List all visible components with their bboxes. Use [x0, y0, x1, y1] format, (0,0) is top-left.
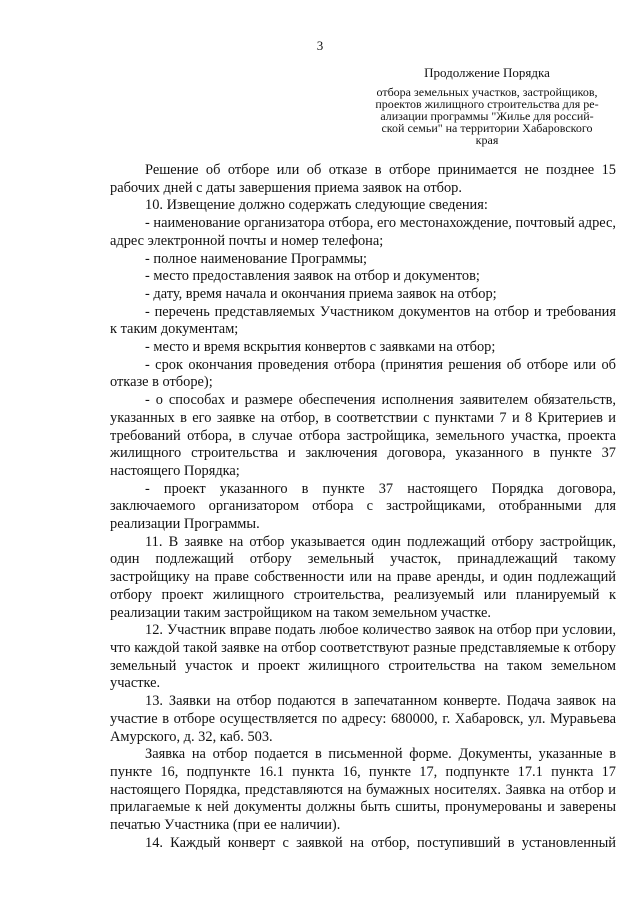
paragraph: 13. Заявки на отбор подаются в запечатанном конверте. Подача заявок на участие в отборе осуществляется по адресу: 680000, г. Хабаровск, ул. Муравьева Амурского, д. 32, каб. 503.: [110, 693, 616, 745]
paragraph: 11. В заявке на отбор указывается один подлежащий отбору застройщик, один подлежащий отбору земельный участок, принадлежащий такому застройщику на праве собственности или на праве аренды, и один подлежащий отбору проект жилищного строительства, реализуемый или планируемый к реализации таким застройщиком на таком земельном участке.: [110, 533, 616, 621]
header-line: ализации программы "Жилье для россий-: [380, 109, 594, 123]
paragraph: - место и время вскрытия конвертов с заявками на отбор;: [145, 339, 496, 356]
document-body: [110, 162, 616, 852]
header-line: отбора земельных участков, застройщиков,: [376, 85, 598, 99]
continuation-header: [372, 66, 602, 146]
header-line: края: [475, 133, 499, 147]
paragraph: - проект указанного в пункте 37 настоящего Порядка договора, заключаемого организатором отбора с застройщиками, отобранными для реализации Программы.: [110, 480, 616, 533]
paragraph: - полное наименование Программы;: [145, 250, 368, 267]
paragraph: - дату, время начала и окончания приема заявок на отбор;: [145, 285, 497, 302]
paragraph: - перечень представляемых Участником документов на отбор и требования к таким документам;: [110, 303, 616, 338]
continuation-title: Продолжение Порядка: [424, 65, 550, 80]
paragraph: 14. Каждый конверт с заявкой на отбор, поступивший в установленный: [145, 834, 616, 851]
paragraph: Заявка на отбор подается в письменной форме. Документы, указанные в пункте 16, подпункте 16.1 пункта 16, пункте 17, подпункте 17.1 пункта 17 настоящего Порядка, представляются на бумажных носителях. Заявка на отбор и прилагаемые к ней документы должны быть сшиты, пронумерованы и заверены печатью Участника (при ее наличии).: [110, 746, 616, 834]
paragraph: 10. Извещение должно содержать следующие сведения:: [145, 197, 488, 214]
header-line: ской семьи" на территории Хабаровского: [381, 121, 593, 135]
page-number: 3: [316, 38, 324, 53]
paragraph: 12. Участник вправе подать любое количество заявок на отбор при условии, что каждой такой заявке на отбор соответствуют разные представляемые к отбору земельный участок и проект жилищного строительства на таком земельном участке.: [110, 622, 616, 692]
paragraph: - место предоставления заявок на отбор и документов;: [145, 268, 480, 285]
paragraph: - наименование организатора отбора, его местонахождение, почтовый адрес, адрес электронной почты и номер телефона;: [110, 215, 616, 249]
header-line: проектов жилищного строительства для ре-: [375, 97, 599, 111]
paragraph: - о способах и размере обеспечения исполнения заявителем обязательств, указанных в его заявке на отбор, в соответствии с пунктами 7 и 8 Критериев и требований отбора, в случае отбора застройщика, земельного участка, проекта жилищного строительства и заключения договора, указанного в пункте 37 настоящего Порядка;: [110, 392, 616, 479]
paragraph: - срок окончания проведения отбора (принятия решения об отборе или об отказе в отборе);: [110, 356, 616, 391]
paragraph: Решение об отборе или об отказе в отборе принимается не позднее 15 рабочих дней с даты завершения приема заявок на отбор.: [110, 162, 616, 196]
